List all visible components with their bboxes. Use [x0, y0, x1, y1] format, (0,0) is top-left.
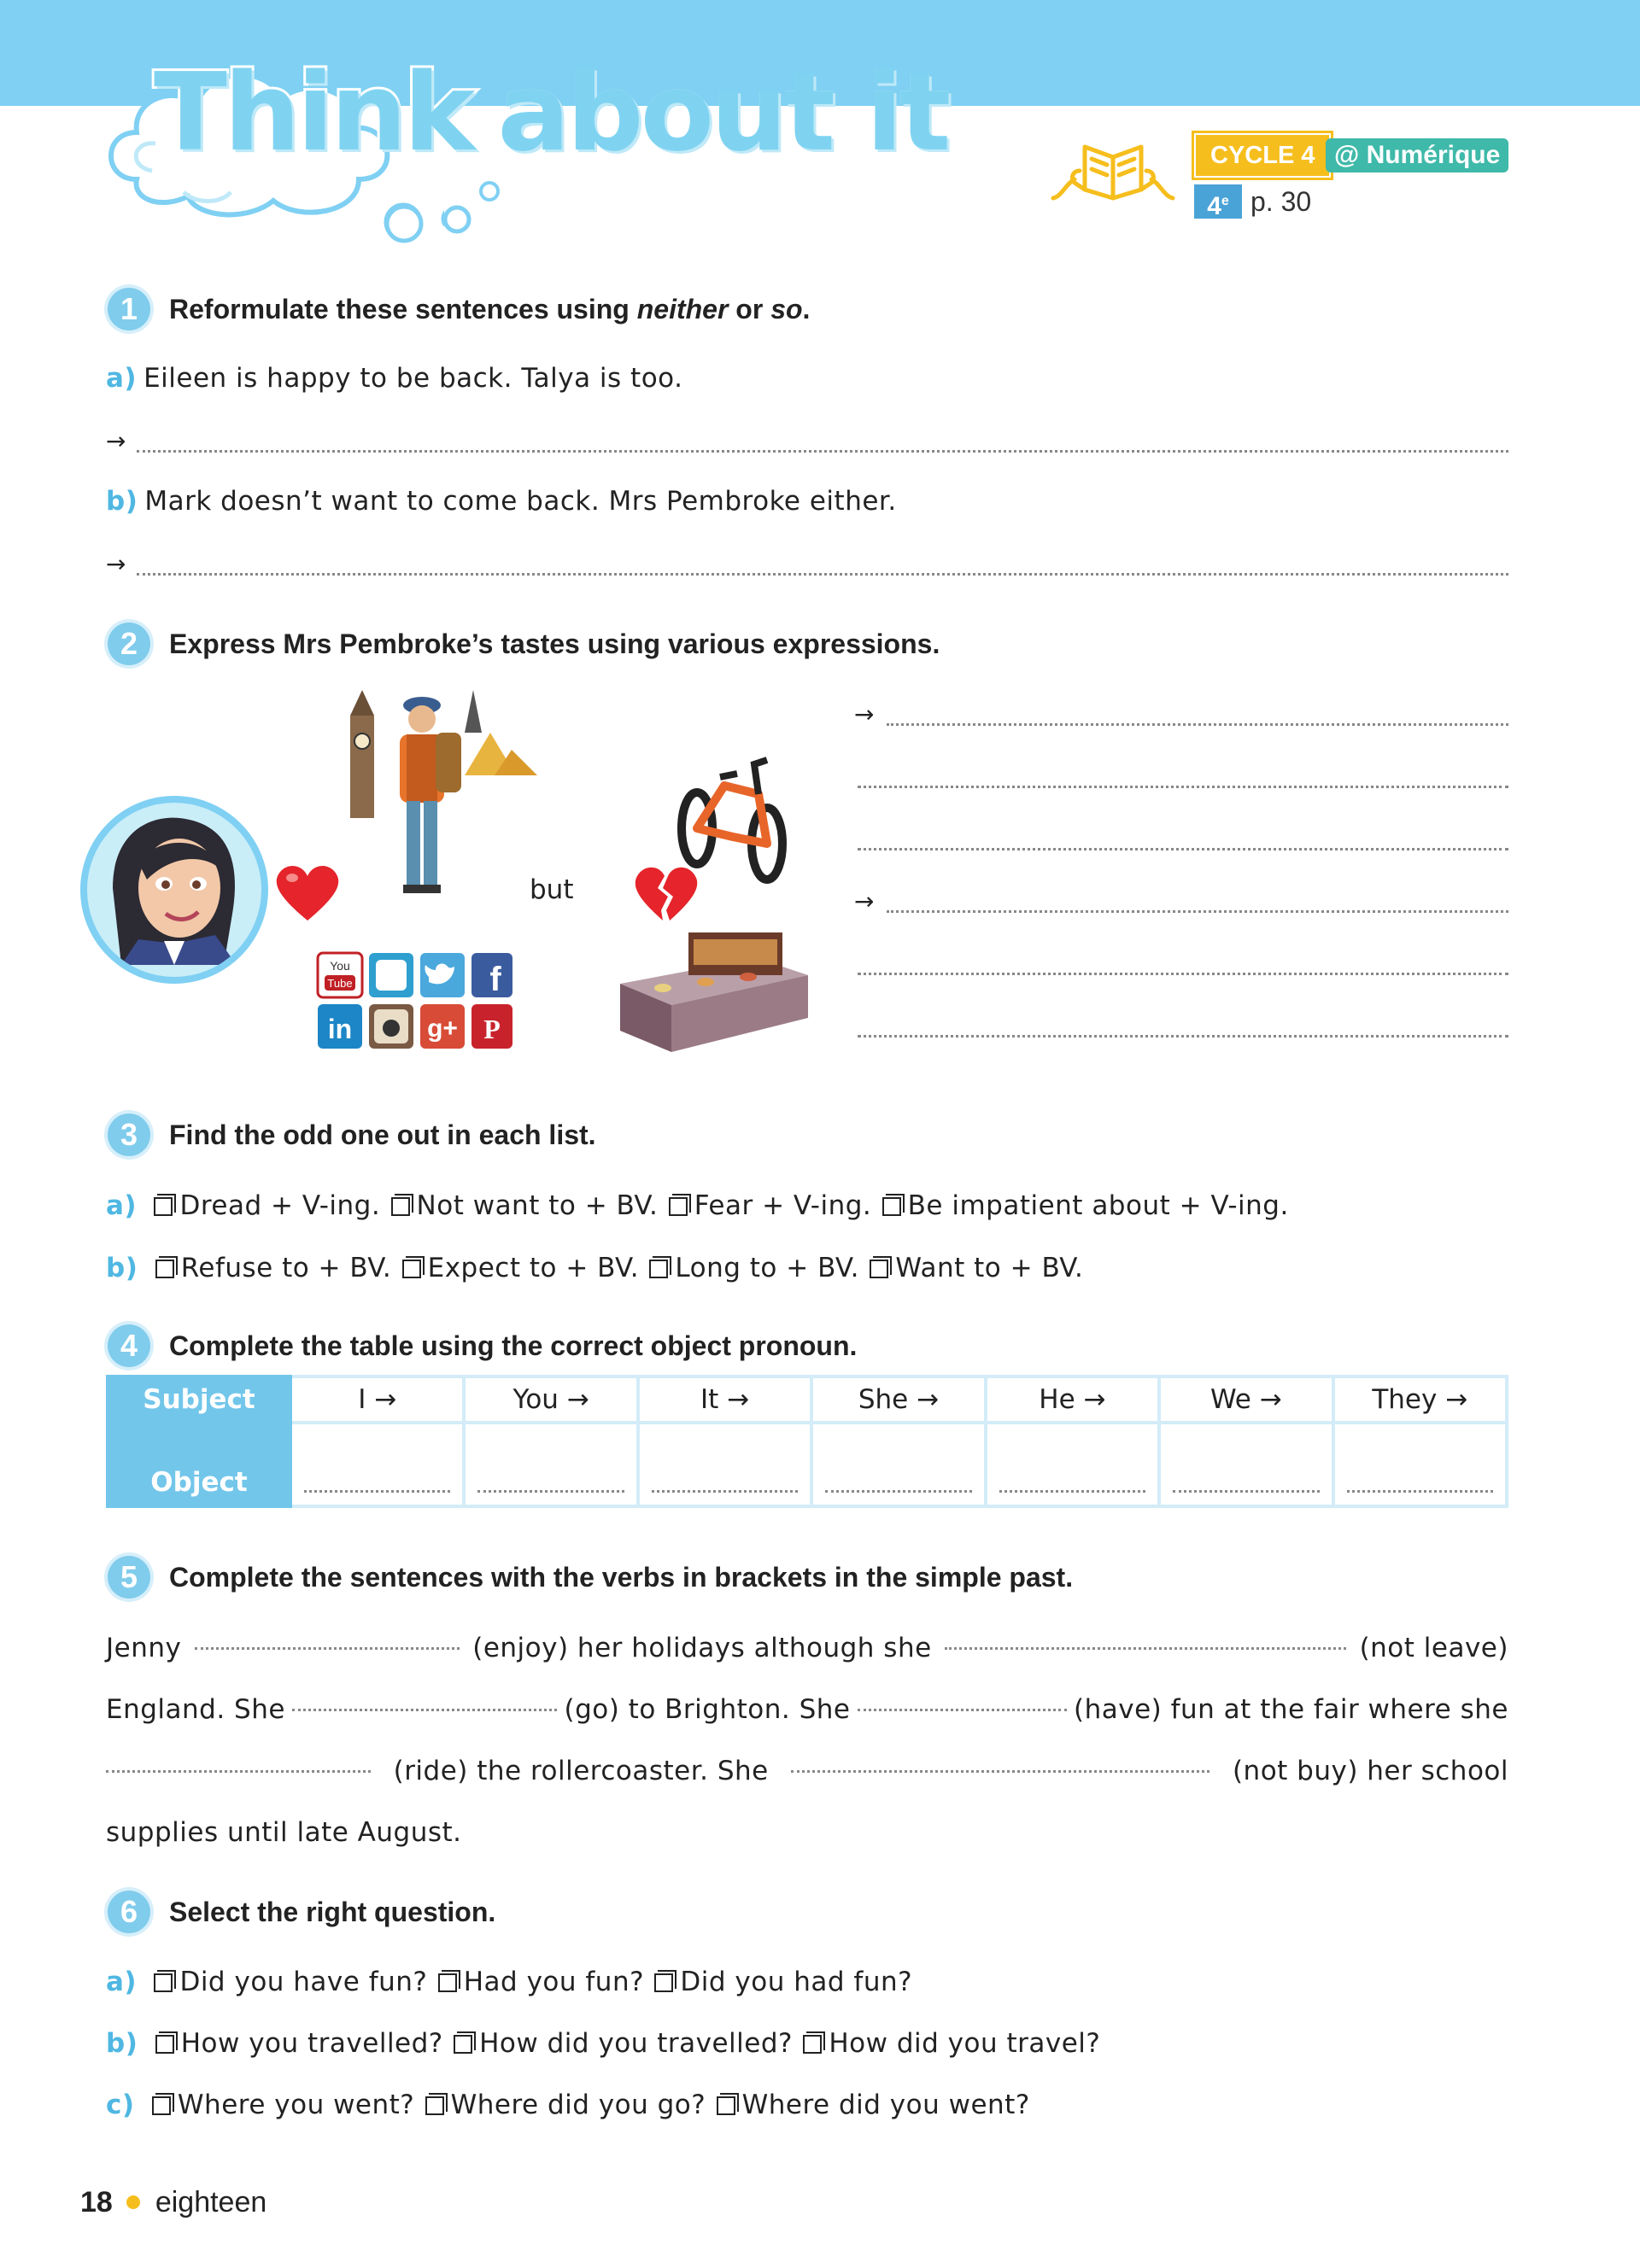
blank-field[interactable] [292, 1709, 557, 1711]
blank-field[interactable] [945, 1647, 1346, 1650]
question-number: 6 [108, 1891, 150, 1933]
subject-header: Subject [108, 1377, 290, 1423]
subject-cell: You → [464, 1377, 637, 1423]
heart-icon [273, 861, 342, 924]
blank-field[interactable] [858, 1709, 1067, 1711]
but-label: but [530, 874, 574, 905]
object-header: Object [108, 1423, 290, 1506]
blank-field[interactable] [791, 1770, 1210, 1773]
book-hands-icon [1049, 137, 1177, 205]
grade-badge: 4e [1194, 184, 1242, 219]
q1-item-b: b) Mark doesn’t want to come back. Mrs Pembroke either. [106, 486, 897, 517]
answer-line[interactable] [854, 950, 1508, 979]
question-4-heading [108, 1324, 857, 1367]
checkbox[interactable] [669, 1197, 688, 1216]
answer-line[interactable]: → [106, 550, 1508, 579]
answer-line[interactable] [854, 825, 1508, 854]
page-number: 18 [80, 2186, 113, 2218]
checkbox[interactable] [391, 1197, 410, 1216]
question-5-heading [108, 1556, 1073, 1599]
checkbox[interactable] [155, 2035, 174, 2054]
object-answer-cell[interactable] [811, 1423, 985, 1506]
q3-row-b: b) Refuse to + BV. Expect to + BV. Long to + BV. Want to + BV. [106, 1253, 1084, 1283]
question-number: 5 [108, 1556, 150, 1599]
q1-item-a: a) Eileen is happy to be back. Talya is too. [106, 363, 683, 394]
checkbox[interactable] [654, 1973, 673, 1992]
answer-line[interactable]: → [854, 887, 1508, 916]
blank-field[interactable] [195, 1647, 460, 1650]
subject-cell: It → [638, 1377, 811, 1423]
checkbox[interactable] [402, 1260, 421, 1278]
question-title: Find the odd one out in each list. [169, 1119, 596, 1150]
question-title: Complete the sentences with the verbs in brackets in the simple past. [169, 1561, 1074, 1593]
object-answer-cell[interactable] [638, 1423, 811, 1506]
checkbox[interactable] [717, 2096, 735, 2115]
svg-text:Tube: Tube [327, 977, 353, 990]
answer-line[interactable]: → [106, 427, 1508, 456]
question-title: Express Mrs Pembroke’s tastes using various expressions. [169, 628, 940, 659]
answer-line[interactable]: → [854, 700, 1508, 729]
subject-cell: She → [811, 1377, 985, 1423]
bubble-icons [376, 171, 512, 256]
subject-cell: We → [1159, 1377, 1332, 1423]
subject-cell: I → [290, 1377, 464, 1423]
object-answer-cell[interactable] [290, 1423, 464, 1506]
checkbox[interactable] [438, 1973, 457, 1992]
q5-paragraph: Jenny (enjoy) her holidays although she (not leave) England. She (go) to Brighton. She (have) fun at the fair where she (ride) the rollercoaster. She (not buy) her school supplies until late August. [106, 1633, 1508, 1848]
question-3-heading [108, 1114, 596, 1156]
numerique-badge[interactable]: @ Numérique [1326, 138, 1508, 172]
checkbox[interactable] [155, 1260, 174, 1278]
svg-text:g+: g+ [427, 1014, 458, 1043]
question-number: 1 [108, 288, 150, 330]
question-number: 4 [108, 1324, 150, 1367]
question-title: Reformulate these sentences using neither or so. [169, 293, 811, 324]
checkbox[interactable] [649, 1260, 668, 1278]
q3-row-a: a) Dread + V-ing. Not want to + BV. Fear + V-ing. Be impatient about + V-ing. [106, 1190, 1289, 1221]
question-1-heading [108, 288, 810, 330]
pronoun-table [106, 1375, 1508, 1508]
object-answer-cell[interactable] [1159, 1423, 1332, 1506]
buffet-illustration [612, 924, 817, 1071]
checkbox[interactable] [154, 1973, 173, 1992]
checkbox[interactable] [870, 1260, 888, 1278]
object-answer-cell[interactable] [1333, 1423, 1507, 1506]
question-number: 2 [108, 623, 150, 665]
traveller-illustration [345, 681, 542, 905]
page-reference: p. 30 [1250, 186, 1312, 217]
subject-cell: They → [1333, 1377, 1507, 1423]
social-media-icons [316, 951, 514, 1050]
question-number: 3 [108, 1114, 150, 1156]
youtube-icon: You [330, 959, 350, 973]
page-footer [80, 2186, 266, 2219]
q6-row-c: c) Where you went? Where did you go? Where did you went? [106, 2090, 1030, 2120]
svg-text:in: in [327, 1014, 353, 1044]
bullet-dot-icon [126, 2195, 140, 2209]
svg-text:f: f [489, 961, 501, 998]
checkbox[interactable] [882, 1197, 901, 1216]
checkbox[interactable] [803, 2035, 822, 2054]
cycle-badge: CYCLE 4 [1196, 135, 1329, 176]
q6-row-b: b) How you travelled? How did you travelled? How did you travel? [106, 2028, 1101, 2059]
checkbox[interactable] [454, 2035, 472, 2054]
question-title: Complete the table using the correct object pronoun. [169, 1330, 858, 1361]
mrs-pembroke-portrait [79, 794, 270, 985]
question-6-heading [108, 1891, 495, 1933]
answer-line[interactable] [854, 763, 1508, 792]
checkbox[interactable] [425, 2096, 444, 2115]
page-title: Think about it [154, 50, 948, 175]
question-title: Select the right question. [169, 1896, 496, 1927]
answer-line[interactable] [854, 1012, 1508, 1041]
object-answer-cell[interactable] [986, 1423, 1159, 1506]
blank-field[interactable] [106, 1770, 371, 1773]
object-answer-cell[interactable] [464, 1423, 637, 1506]
svg-text:P: P [483, 1014, 501, 1044]
question-2-heading [108, 623, 940, 665]
bicycle-illustration [673, 743, 793, 888]
q6-row-a: a) Did you have fun? Had you fun? Did you had fun? [106, 1967, 913, 1997]
subject-cell: He → [986, 1377, 1159, 1423]
page-word: eighteen [155, 2186, 267, 2218]
checkbox[interactable] [154, 1197, 173, 1216]
checkbox[interactable] [152, 2096, 171, 2115]
